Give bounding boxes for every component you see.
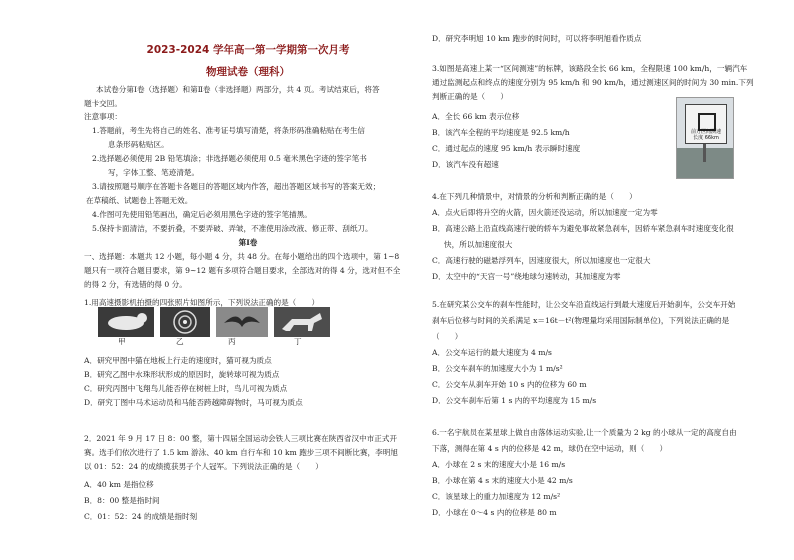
- notice-1a: 1.答题前，考生先将自己的姓名、准考证号填写清楚，将条形码准确粘贴在考生信: [92, 126, 366, 135]
- q1-label-yi: 乙: [176, 337, 184, 346]
- q5-option-d: D．公交车刹车后第 1 s 内的平均速度为 15 m/s: [432, 396, 597, 405]
- q1-figure-row: [98, 307, 328, 337]
- notice-5: 5.保持卡面清洁，不要折叠，不要弄破、弄皱，不准使用涂改液、修正带、刮纸刀。: [92, 224, 373, 233]
- notice-1b: 息条形码粘贴区。: [108, 140, 169, 149]
- q3-option-c: C．通过起点的速度 95 km/h 表示瞬时速度: [432, 144, 581, 153]
- q6-line-2: 下落，测得在第 4 s 内的位移是 42 m，球仍在空中运动，则（ ）: [432, 444, 668, 453]
- q6-line-1: 6.一名宇航员在某星球上做自由落体运动实验,让一个质量为 2 kg 的小球从一定的高度自由: [432, 428, 737, 437]
- q6-option-a: A．小球在 2 s 末的速度大小是 16 m/s: [432, 460, 566, 469]
- q3-line-3: 判断正确的是（ ）: [432, 92, 508, 101]
- q1-label-bing: 丙: [228, 337, 236, 346]
- q1-photo-bird: [216, 307, 268, 337]
- q2-option-c: C．01：52：24 的成绩是指时刻: [84, 512, 198, 521]
- intro-line-1: 本试卷分第Ⅰ卷（选择题）和第Ⅱ卷（非选择题）两部分，共 4 页。考试结束后，将答: [96, 85, 380, 94]
- q5-option-b: B．公交车刹车的加速度大小为 1 m/s²: [432, 364, 563, 373]
- q2-line-3: 以 01：52：24 的成绩揽获男子个人冠军。下列说法正确的是（ ）: [84, 462, 323, 471]
- exam-subtitle: 物理试卷（理科）: [206, 66, 290, 78]
- q3-line-2: 通过监测起点和终点的速度分别为 95 km/h 和 90 km/h，通过测速区间的时间为 30 min.下列: [432, 78, 754, 87]
- notice-3a: 3.请按照题号顺序在答题卡各题目的答题区域内作答，超出答题区域书写的答案无效；: [92, 182, 381, 191]
- exam-title: 2023-2024 学年高一第一学期第一次月考: [146, 44, 350, 56]
- q6-option-d: D．小球在 0～4 s 内的位移是 80 m: [432, 508, 557, 517]
- q1-photo-spinning-ball: [160, 307, 210, 337]
- section-title: 第Ⅰ卷: [238, 238, 258, 247]
- q1-photo-cat: [98, 307, 154, 337]
- q4-option-a: A．点火后即将升空的火箭，因火箭还没运动，所以加速度一定为零: [432, 208, 658, 217]
- q4-option-c: C．高速行驶的磁悬浮列车，因速度很大，所以加速度也一定很大: [432, 256, 651, 265]
- q4-option-b-2: 快，所以加速度很大: [444, 240, 513, 249]
- sign-text-2: 长度 66km: [693, 135, 719, 141]
- intro-line-2: 题卡交回。: [84, 99, 122, 108]
- q5-option-c: C．公交车从刹车开始 10 s 内的位移为 60 m: [432, 380, 587, 389]
- q2-option-d: D．研究李明旭 10 km 跑步的时间时，可以将李明旭看作质点: [432, 34, 642, 43]
- section-desc-1: 一、选择题：本题共 12 小题，每小题 4 分，共 48 分。在每小题给出的四个选项中，第 1~8: [84, 252, 400, 261]
- spiral-icon: [160, 307, 210, 337]
- notice-4: 4.作图可先使用铅笔画出，确定后必须用黑色字迹的签字笔描黑。: [92, 210, 312, 219]
- q1-label-jia: 甲: [118, 337, 126, 346]
- q3-option-a: A．全长 66 km 表示位移: [432, 112, 520, 121]
- q1-option-a: A．研究甲图中猫在地板上行走的速度时，猫可视为质点: [84, 356, 272, 365]
- q6-option-c: C．该星球上的重力加速度为 12 m/s²: [432, 492, 561, 501]
- q1-option-c: C．研究丙图中飞翔鸟儿能否停在树桩上时，鸟儿可视为质点: [84, 384, 288, 393]
- q1-label-ding: 丁: [294, 337, 302, 346]
- q3-option-b: B．该汽车全程的平均速度是 92.5 km/h: [432, 128, 570, 137]
- q3-speed-sign-image: [676, 97, 734, 179]
- notice-title: 注意事项：: [84, 112, 122, 121]
- q2-option-b: B．8：00 整是指时间: [84, 496, 160, 505]
- sign-pole: [703, 142, 706, 162]
- q3-option-d: D．该汽车没有超速: [432, 160, 499, 169]
- q1-option-b: B．研究乙图中水珠形状形成的原因时，旋转球可视为质点: [84, 370, 280, 379]
- sign-text-1: 前方区间测速: [690, 129, 721, 135]
- q2-line-2: 赛。选手们依次进行了 1.5 km 游泳、40 km 自行车和 10 km 跑步三项不间断比赛，李明旭: [84, 448, 398, 457]
- cat-silhouette-icon: [98, 307, 154, 337]
- section-desc-2: 题只有一项符合题目要求，第 9~12 题有多项符合题目要求，全部选对的得 4 分，选对但不全: [84, 266, 401, 275]
- q5-option-a: A．公交车运行的最大速度为 4 m/s: [432, 348, 552, 357]
- q1-stem: 1.用高速摄影机拍摄的四张照片如图所示，下列说法正确的是（ ）: [84, 298, 320, 307]
- bird-icon: [216, 307, 268, 337]
- notice-2b: 写，字体工整、笔迹清楚。: [108, 168, 200, 177]
- q4-option-b-1: B．高速公路上沿直线高速行驶的轿车为避免事故紧急刹车，因轿车紧急刹车时速度变化很: [432, 224, 734, 233]
- horse-icon: [274, 307, 330, 337]
- q2-option-a: A．40 km 是指位移: [84, 480, 154, 489]
- q5-line-3: （ ）: [432, 332, 463, 341]
- q3-line-1: 3.如图是高速上某一“区间测速”的标牌，该路段全长 66 km，全程限速 100 km/h，一辆汽车: [432, 64, 748, 73]
- q1-option-d: D．研究丁图中马术运动员和马能否跨越障碍物时，马可视为质点: [84, 398, 303, 407]
- q6-option-b: B．小球在第 4 s 末的速度大小是 42 m/s: [432, 476, 573, 485]
- q2-line-1: 2．2021 年 9 月 17 日 8：00 整，第十四届全国运动会铁人三项比赛在陕西省汉中市正式开: [84, 434, 398, 443]
- q1-photo-horse: [274, 307, 330, 337]
- notice-2a: 2.选择题必须使用 2B 铅笔填涂；非选择题必须使用 0.5 毫米黑色字迹的签字笔书: [92, 154, 367, 163]
- q4-stem: 4.在下列几种情景中，对情景的分析和判断正确的是（ ）: [432, 192, 637, 201]
- q5-line-2: 刹车后位移与时间的关系满足 x＝16t－t²(物理量均采用国际制单位)，下列说法正确的是: [432, 316, 730, 325]
- q4-option-d: D．太空中的“天宫一号”绕地球匀速转动，其加速度为零: [432, 272, 621, 281]
- sign-plate: [685, 104, 727, 144]
- q5-line-1: 5.在研究某公交车的刹车性能时，让公交车沿直线运行到最大速度后开始刹车，公交车开始: [432, 300, 736, 309]
- notice-3b: 在草稿纸、试题卷上答题无效。: [86, 196, 193, 205]
- section-desc-3: 的得 2 分，有选错的得 0 分。: [84, 280, 187, 289]
